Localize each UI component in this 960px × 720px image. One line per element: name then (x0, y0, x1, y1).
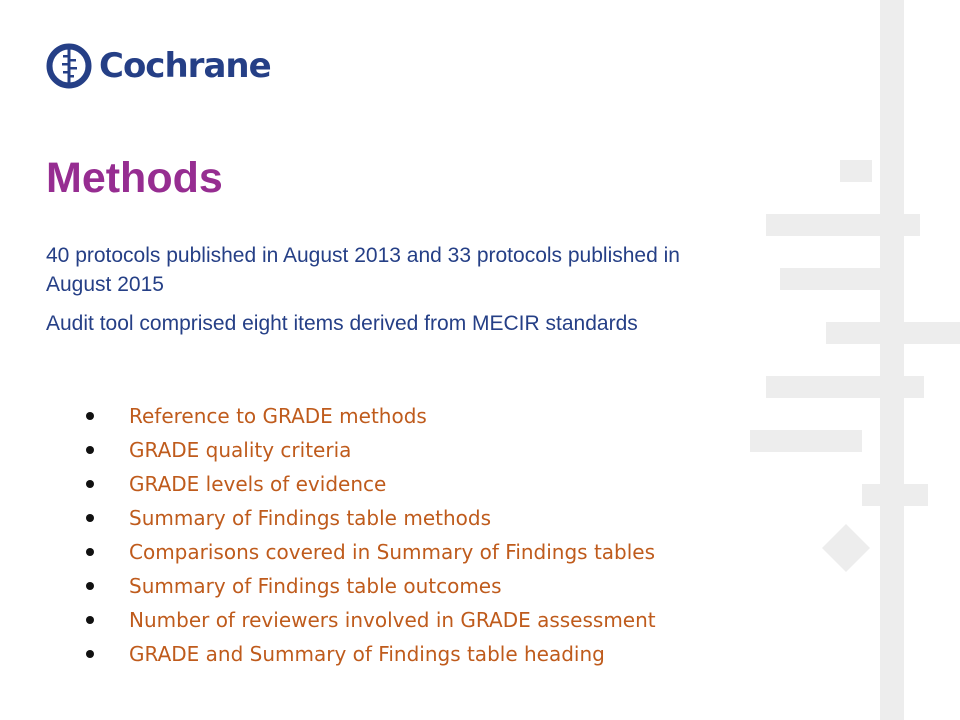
list-item (86, 467, 656, 501)
cochrane-logo-icon (46, 43, 92, 89)
list-item-label: Reference to GRADE methods (129, 404, 427, 428)
list-item-label: Summary of Findings table outcomes (129, 574, 502, 598)
list-item (86, 501, 656, 535)
list-item (86, 637, 656, 671)
paragraph-protocols: 40 protocols published in August 2013 and 33 protocols published in August 2015 (46, 244, 680, 296)
bullet-icon (86, 514, 94, 522)
bullet-icon (86, 480, 94, 488)
body-text (46, 241, 726, 348)
list-item-label: Summary of Findings table methods (129, 506, 491, 530)
list-item (86, 535, 656, 569)
list-item-label: Comparisons covered in Summary of Findings tables (129, 540, 656, 564)
list-item-label: GRADE quality criteria (129, 438, 352, 462)
list-item (86, 569, 656, 603)
list-item-label: GRADE and Summary of Findings table heading (129, 642, 605, 666)
bullet-icon (86, 446, 94, 454)
audit-items-list (86, 399, 656, 671)
slide-title: Methods (46, 154, 223, 202)
list-item-label: GRADE levels of evidence (129, 472, 387, 496)
cochrane-logo (46, 43, 271, 89)
list-item (86, 603, 656, 637)
paragraph-audit-tool: Audit tool comprised eight items derived from MECIR standards (46, 312, 638, 335)
bullet-icon (86, 616, 94, 624)
list-item (86, 433, 656, 467)
bullet-icon (86, 582, 94, 590)
bullet-icon (86, 412, 94, 420)
cochrane-logo-text: Cochrane (99, 46, 271, 86)
bullet-icon (86, 650, 94, 658)
list-item-label: Number of reviewers involved in GRADE assessment (129, 608, 656, 632)
bullet-icon (86, 548, 94, 556)
list-item (86, 399, 656, 433)
